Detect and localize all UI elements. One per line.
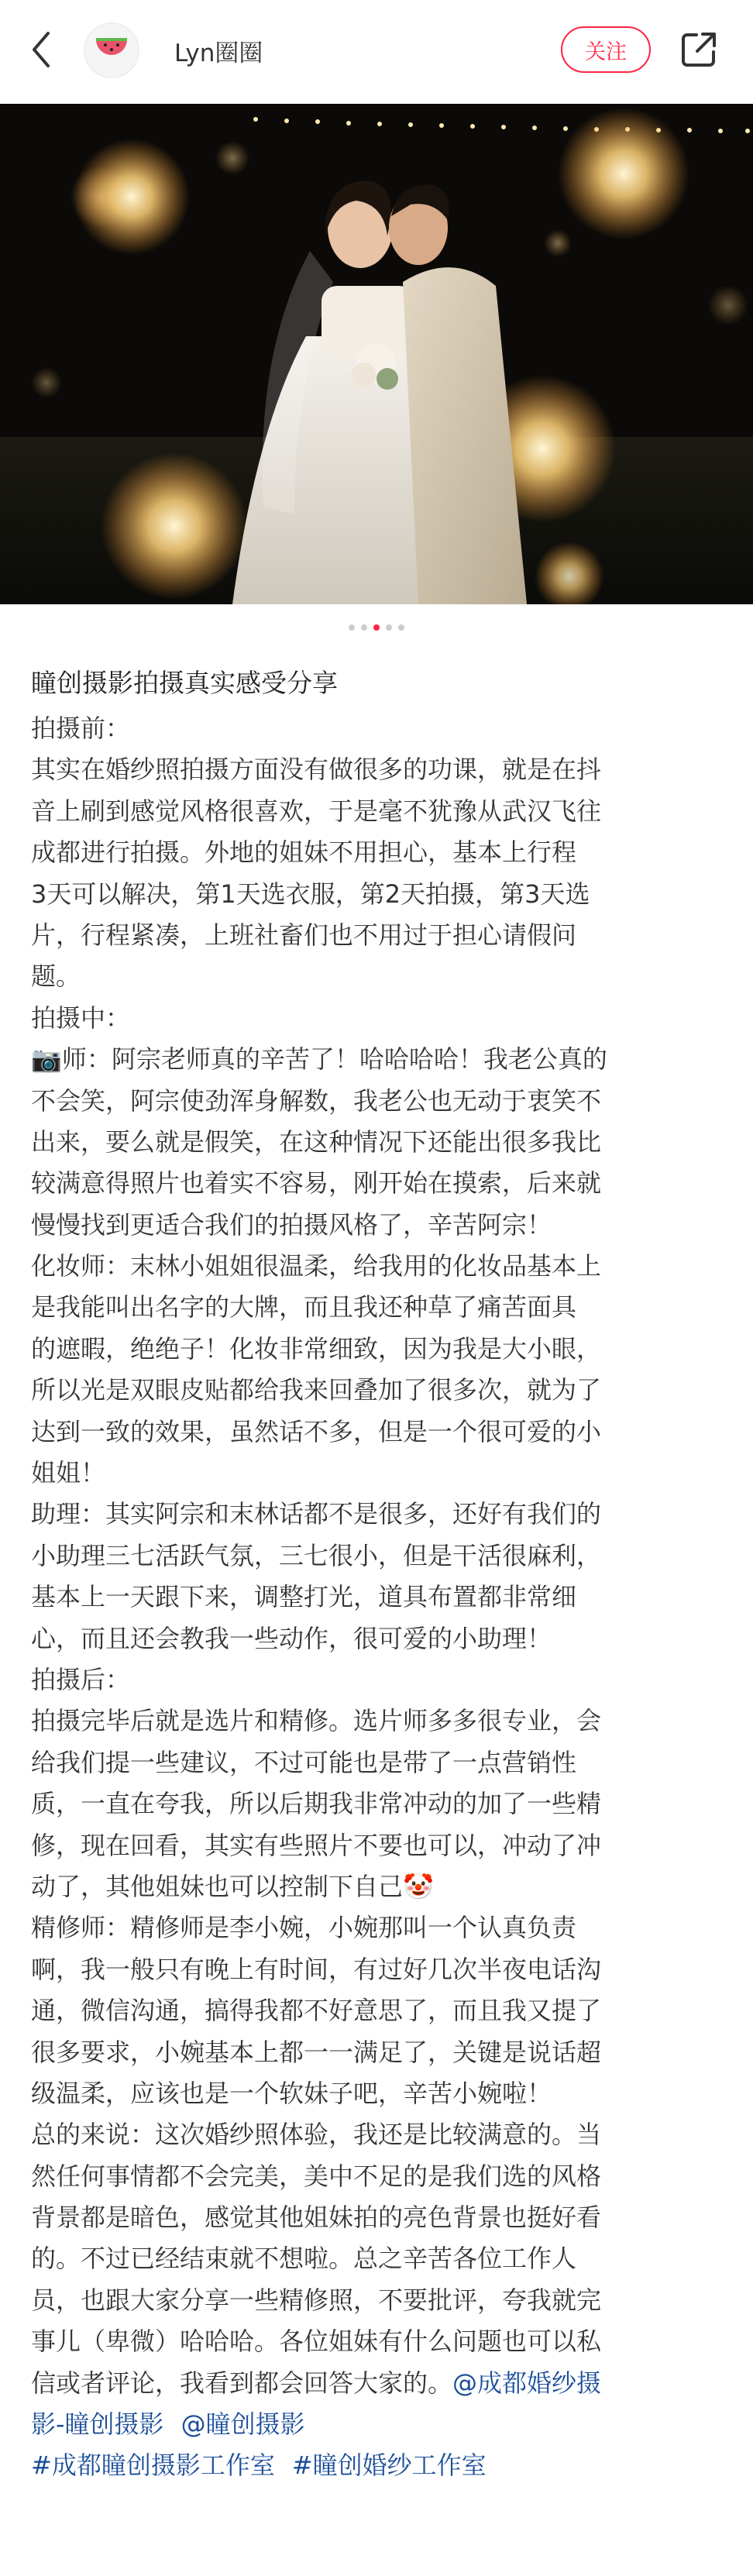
post-body-line: 的遮暇，绝绝子！化妆非常细致，因为我是大小眼，	[31, 1333, 602, 1364]
hashtag-link[interactable]: #成都瞳创摄影工作室	[31, 2450, 275, 2481]
post-body-line: 通，微信沟通，搞得我都不好意思了，而且我又提了	[31, 1996, 602, 2026]
post-body-line: 📷师：阿宗老师真的辛苦了！哈哈哈哈！我老公真的	[31, 1044, 607, 1075]
post-body-line: 出来，要么就是假笑，在这种情况下还能出很多我比	[31, 1126, 602, 1157]
watermelon-icon	[94, 35, 129, 66]
post-body-line: 员，也跟大家分享一些精修照，不要批评，夸我就完	[31, 2285, 602, 2315]
post-body-line: 事儿（卑微）哈哈哈。各位姐妹有什么问题也可以私	[31, 2327, 602, 2357]
back-button[interactable]	[22, 26, 60, 73]
carousel-indicator	[0, 624, 753, 631]
post-body-line: 给我们提一些建议，不过可能也是带了一点营销性	[31, 1747, 577, 1777]
post-body-line: 精修师：精修师是李小婉，小婉那叫一个认真负责	[31, 1913, 577, 1943]
post-body-line: 慢慢找到更适合我们的拍摄风格了，辛苦阿宗！	[31, 1209, 552, 1240]
avatar[interactable]	[84, 22, 139, 78]
post-body-line: 拍摄前：	[31, 714, 131, 743]
share-button[interactable]	[676, 26, 722, 73]
post-body-line: 心，而且还会教我一些动作，很可爱的小助理！	[31, 1623, 552, 1653]
post-body-line: 啊，我一般只有晚上有时间，有过好几次半夜电话沟	[31, 1954, 602, 1984]
mention-link[interactable]: 影-瞳创摄影	[31, 2409, 164, 2440]
post-body-line: 总的来说：这次婚纱照体验，我还是比较满意的。当	[31, 2120, 602, 2150]
mention-link[interactable]: @成都婚纱摄	[452, 2368, 602, 2398]
carousel-dot[interactable]	[386, 624, 392, 631]
post-image[interactable]	[0, 104, 753, 604]
carousel-dot[interactable]	[361, 624, 367, 631]
mention-line	[31, 2404, 725, 2445]
post-body-line: 修，现在回看，其实有些照片不要也可以，冲动了冲	[31, 1830, 602, 1860]
post-body-line: 信或者评论，我看到都会回答大家的。@成都婚纱摄	[31, 2368, 602, 2398]
carousel-dot[interactable]	[349, 624, 355, 631]
post-title: 瞳创摄影拍摄真实感受分享	[31, 668, 338, 698]
post-body-line: 音上刷到感觉风格很喜欢，于是毫不犹豫从武汉飞往	[31, 796, 602, 826]
post-body-line: 质，一直在夸我，所以后期我非常冲动的加了一些精	[31, 1789, 602, 1819]
post-body-line: 片，行程紧凑，上班社畜们也不用过于担心请假问	[31, 920, 577, 950]
post-body-line: 达到一致的效果，虽然话不多，但是一个很可爱的小	[31, 1416, 602, 1446]
post-body-line: 的。不过已经结束就不想啦。总之辛苦各位工作人	[31, 2244, 577, 2274]
post-body	[31, 708, 725, 2487]
post-body-line: 很多要求，小婉基本上都一一满足了，关键是说话超	[31, 2037, 602, 2067]
post-body-line: 助理：其实阿宗和末林话都不是很多，还好有我们的	[31, 1499, 602, 1529]
post-body-line: 小助理三七活跃气氛，三七很小，但是干活很麻利，	[31, 1540, 602, 1570]
back-arrow-icon	[29, 30, 53, 69]
post-body-line: 题。	[31, 961, 81, 992]
post-body-line: 背景都是暗色，感觉其他姐妹拍的亮色背景也挺好看	[31, 2203, 602, 2233]
post-body-line: 动了，其他姐妹也可以控制下自己🤡	[31, 1871, 434, 1901]
hashtag-link[interactable]: #瞳创婚纱工作室	[291, 2450, 487, 2481]
post-body-line: 所以光是双眼皮贴都给我来回叠加了很多次，就为了	[31, 1375, 602, 1405]
share-icon	[679, 30, 718, 69]
carousel-dot-active[interactable]	[373, 624, 380, 631]
post-body-line: 化妆师：末林小姐姐很温柔，给我用的化妆品基本上	[31, 1251, 602, 1281]
post-body-line: 基本上一天跟下来，调整打光，道具布置都非常细	[31, 1582, 577, 1612]
post-body-line: 拍摄中：	[31, 1003, 131, 1033]
post-body-line: 成都进行拍摄。外地的姐妹不用担心，基本上行程	[31, 837, 577, 868]
follow-button[interactable]: 关注	[561, 26, 651, 73]
username[interactable]: Lyn圈圈	[174, 40, 263, 67]
post-body-line: 拍摄后：	[31, 1664, 131, 1694]
wedding-photo	[0, 104, 753, 604]
post-body-line: 其实在婚纱照拍摄方面没有做很多的功课，就是在抖	[31, 755, 602, 785]
hashtag-line	[31, 2445, 725, 2486]
post-body-line: 不会笑，阿宗使劲浑身解数，我老公也无动于衷笑不	[31, 1085, 602, 1116]
post-body-line: 3天可以解决，第1天选衣服，第2天拍摄，第3天选	[31, 879, 590, 909]
post-body-line: 级温柔，应该也是一个软妹子吧，辛苦小婉啦！	[31, 2078, 552, 2108]
top-bar	[0, 0, 753, 104]
mention-link[interactable]: @瞳创摄影	[181, 2409, 305, 2440]
post-body-line: 是我能叫出名字的大牌，而且我还种草了痛苦面具	[31, 1292, 577, 1322]
carousel-dot[interactable]	[398, 624, 404, 631]
post-body-line: 姐姐！	[31, 1458, 106, 1488]
post-body-line: 拍摄完毕后就是选片和精修。选片师多多很专业，会	[31, 1706, 602, 1736]
post-body-line: 然任何事情都不会完美，美中不足的是我们选的风格	[31, 2161, 602, 2191]
post-body-line: 较满意得照片也着实不容易，刚开始在摸索，后来就	[31, 1168, 602, 1199]
